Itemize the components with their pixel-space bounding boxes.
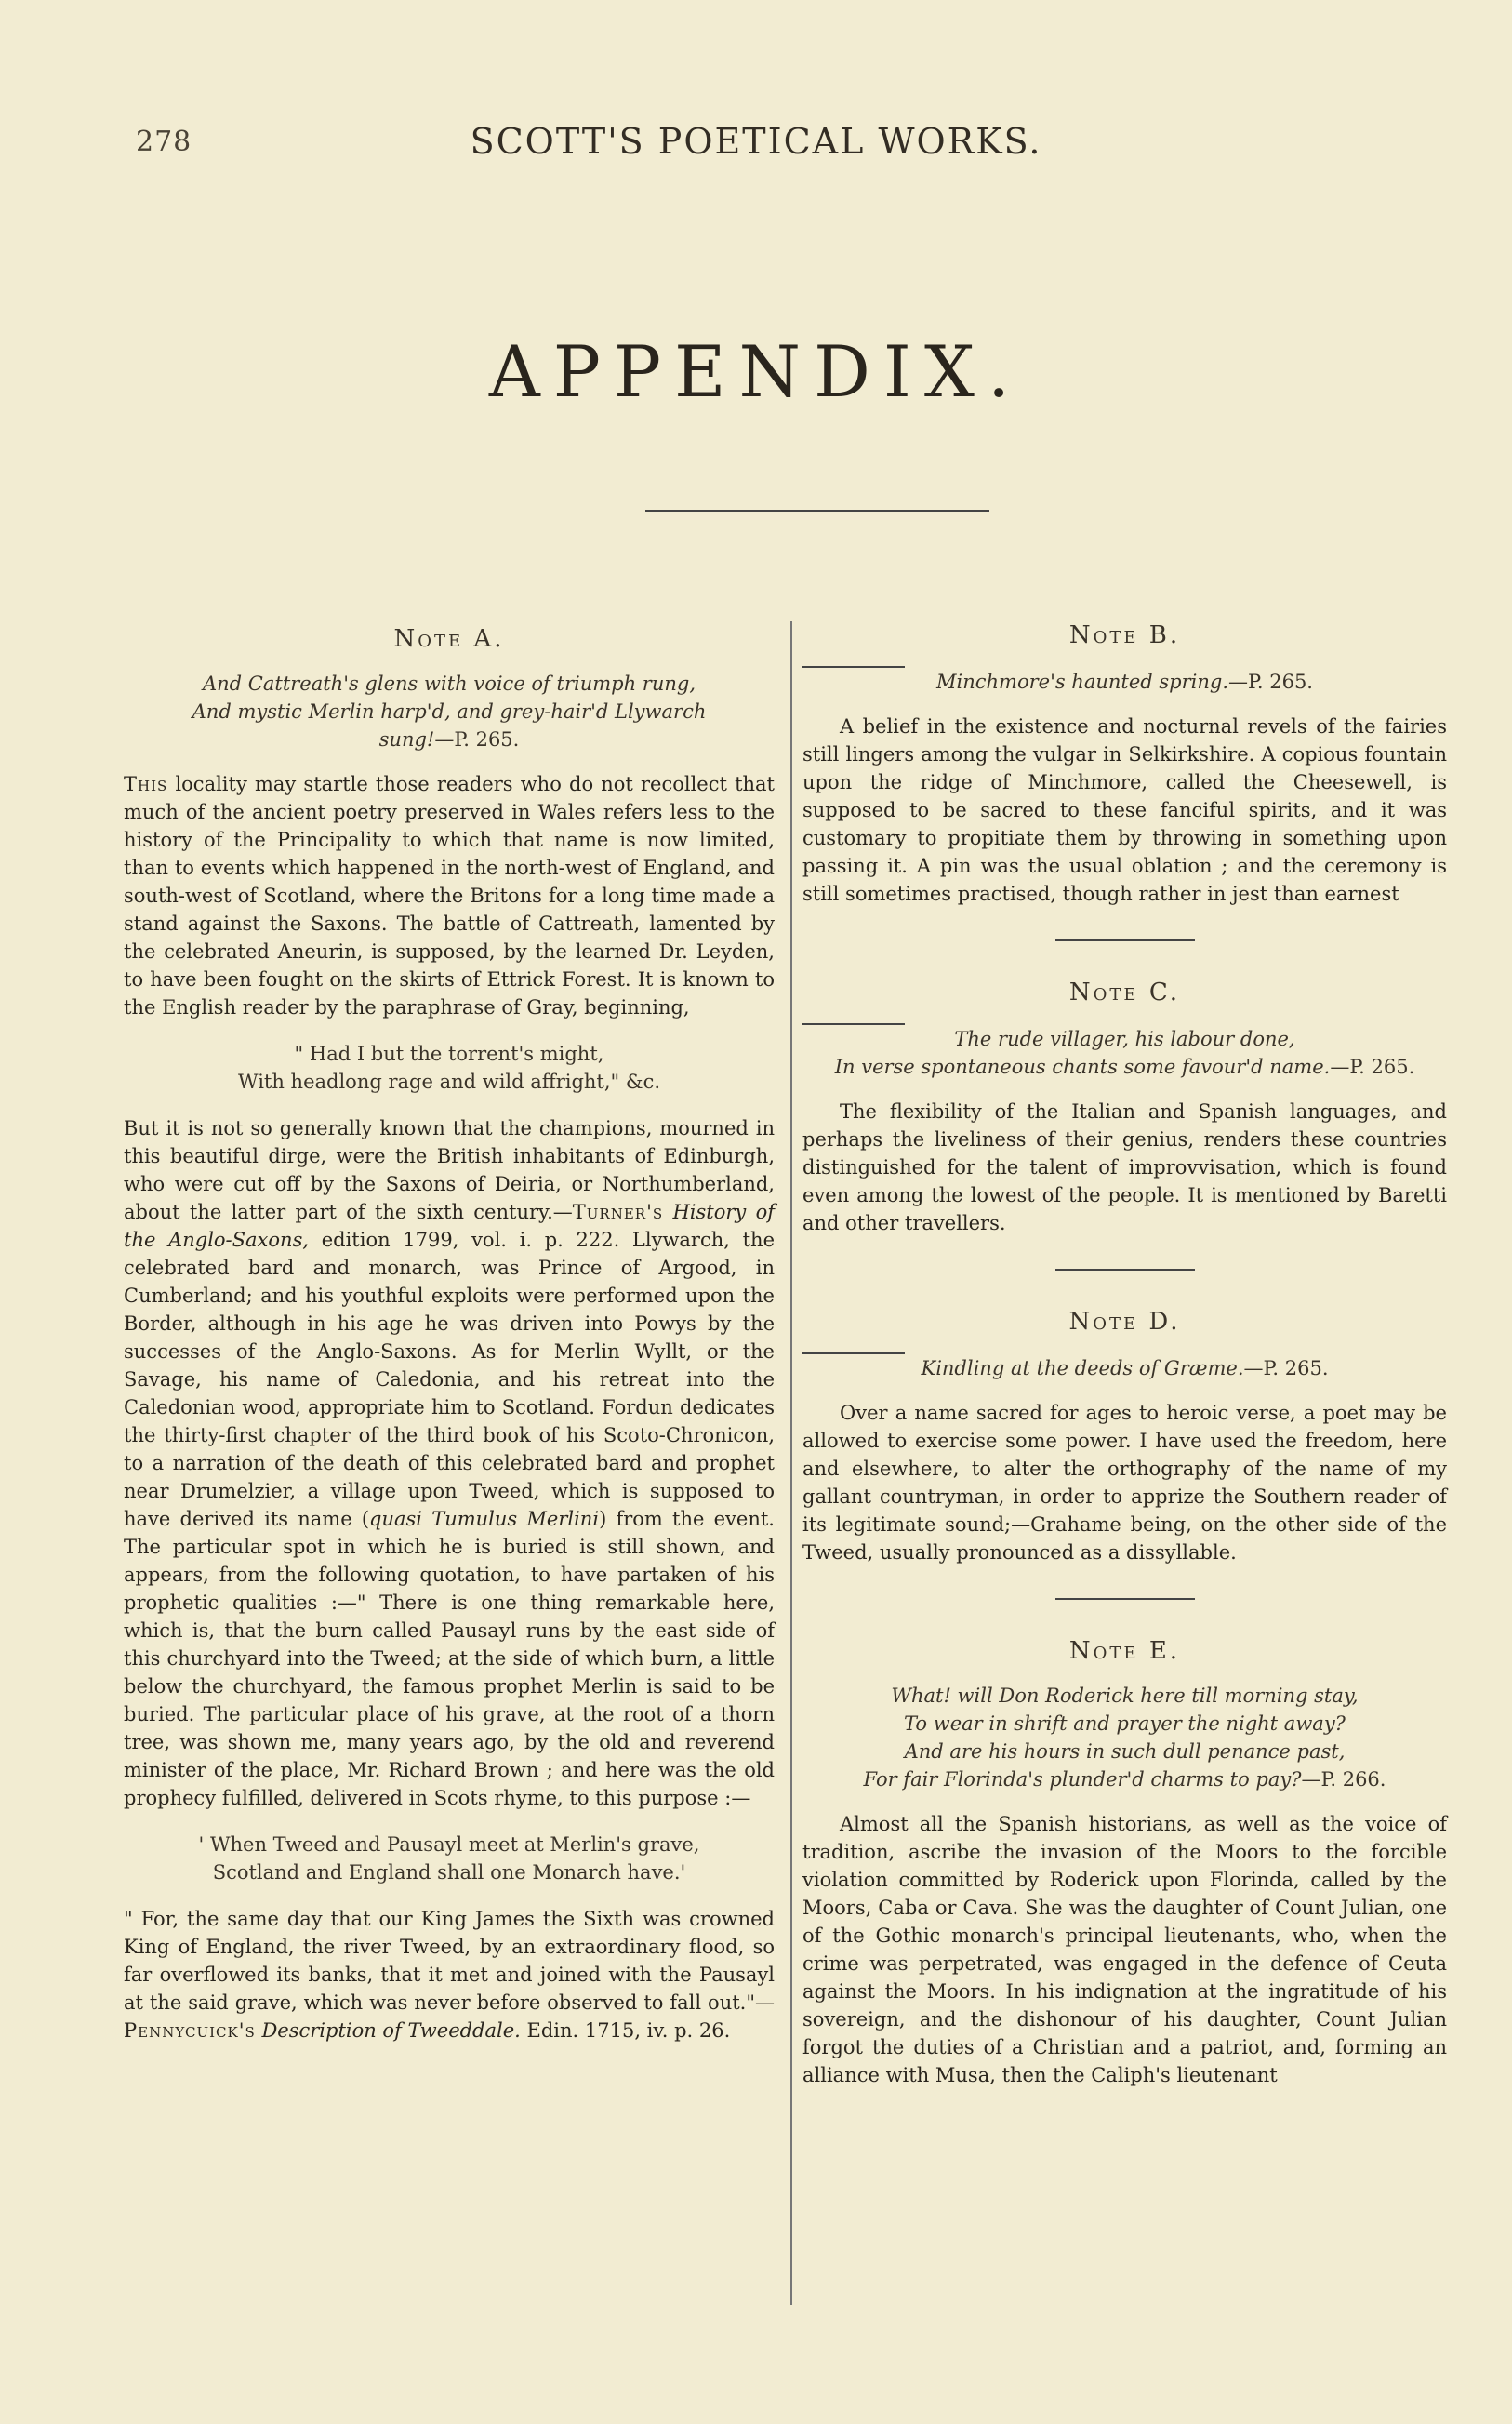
author: Pennycuick's (124, 2019, 256, 2042)
note-b-heading: Note B. (1068, 621, 1181, 649)
gray-quote (124, 1040, 775, 1096)
note-a-para-1 (124, 770, 775, 1021)
verse-line: To wear in shrift and prayer the night away? (904, 1712, 1346, 1735)
section-separator (1055, 939, 1195, 941)
page-number: 278 (136, 126, 192, 158)
para-text: ) from the event. The particular spot in which he is buried is still shown, and appears, from the following quotation, to have partaken of his prophetic qualities :—" There is one thing remarkable here, which is, that the burn called Pausayl runs by the east side of this churchyard into the Tweed; at the side of which burn, a little below the churchyard, the famous prophet Merlin is said to be buried. The particular place of his grave, at the root of a thorn tree, was shown me, many years ago, by the old and reverend minister of the place, Mr. Richard Brown ; and here was the old prophecy fulfilled, delivered in Scots rhyme, to this purpose :— (124, 1508, 775, 1809)
note-c-para: The flexibility of the Italian and Spanish languages, and perhaps the liveliness of their genius, renders these countries distinguished for the talent of improvvisation, which is found even among the lowest of the people. It is mentioned by Baretti and other travellers. (802, 1100, 1447, 1234)
work-title: History of the Anglo-Saxons, (124, 1201, 775, 1251)
note-d-heading: Note D. (1068, 1308, 1181, 1336)
latin-phrase: quasi Tumulus Merlini (369, 1508, 600, 1530)
section-separator (1055, 1598, 1195, 1600)
author: Turner's (572, 1201, 664, 1223)
verse-line (802, 1053, 1447, 1081)
note-a-para-2 (124, 1114, 775, 1812)
title-rule (645, 510, 989, 512)
verse-line: And are his hours in such dull penance past, (904, 1740, 1346, 1763)
section-separator (1055, 1269, 1195, 1271)
running-head: SCOTT'S POETICAL WORKS. (470, 121, 1042, 162)
lead-dash (802, 666, 905, 668)
first-word: This (124, 773, 168, 795)
verse-line: What! will Don Roderick here till morning stay, (891, 1685, 1359, 1707)
verse-line-text: In verse spontaneous chants some favour'd name. (834, 1056, 1331, 1078)
quote-line: " Had I but the torrent's might, (294, 1043, 604, 1065)
note-a-para-3 (124, 1905, 775, 2044)
note-a-heading: Note A. (393, 625, 505, 653)
note-e-verse (802, 1682, 1447, 1793)
note-c-verse (802, 1023, 1447, 1081)
work-title: Description of Tweeddale. (261, 2019, 521, 2042)
note-d-para: Over a name sacred for ages to heroic verse, a poet may be allowed to exercise some power. I have used the freedom, here and elsewhere, to alter the orthography of the name of my gallant countryman, in order to apprize the Southern reader of its legitimate sound;—Grahame being, on the other side of the Tweed, usually pronounced as a dissyllable. (802, 1402, 1447, 1564)
note-e-para: Almost all the Spanish historians, as well as the voice of tradition, ascribe the invasion of the Moors to the forcible violation committed by Roderick upon Florinda, called by the Moors, Caba or Cava. She was the daughter of Count Julian, one of the Gothic monarch's principal lieutenants, who, when the crime was perpetrated, was engaged in the defence of Ceuta against the Moors. In his indignation at the ingratitude of his sovereign, and the dishonour of his daughter, Count Julian forgot the duties of a Christian and a patriot, and, forming an alliance with Musa, then the Caliph's lieutenant (802, 1813, 1447, 2086)
note-b-para: A belief in the existence and nocturnal revels of the fairies still lingers among the vulgar in Selkirkshire. A copious fountain upon the ridge of Minchmore, called the Cheesewell, is supposed to be sacred to these fanciful spirits, and it was customary to propitiate them by throwing in something upon passing it. A pin was the usual oblation ; and the ceremony is still sometimes practised, though rather in jest than earnest (802, 715, 1447, 905)
lead-dash (802, 1352, 905, 1354)
verse-ref: —P. 265. (1330, 1056, 1415, 1078)
verse-line (802, 666, 1447, 696)
page-title: APPENDIX. (488, 330, 1024, 413)
verse-ref: —P. 266. (1301, 1768, 1386, 1791)
note-a-verse (124, 670, 775, 753)
verse-line (802, 1023, 1447, 1053)
prophecy-quote (124, 1831, 775, 1886)
verse-line-text: The rude villager, his labour done, (954, 1028, 1295, 1050)
verse-line (802, 1765, 1447, 1793)
note-e-heading: Note E. (1068, 1637, 1181, 1665)
para-text: edition 1799, vol. i. p. 222. Llywarch, the celebrated bard and monarch, was Prince of Argood, in Cumberland; and his youthful exploits were performed upon the Border, although in his age he was driven into Powys by the successes of the Anglo-Saxons. As for Merlin Wyllt, or the Savage, his name of Caledonia, and his retreat into the Caledonian wood, appropriate him to Scotland. Fordun dedicates the thirty-first chapter of the third book of his Scoto-Chronicon, to a narration of the death of this celebrated bard and prophet near Drumelzier, a village upon Tweed, which is supposed to have derived its name ( (124, 1229, 775, 1530)
verse-line: And mystic Merlin harp'd, and grey-hair'd Llywarch (192, 700, 707, 723)
note-c-heading: Note C. (1068, 979, 1181, 1006)
quote-line: ' When Tweed and Pausayl meet at Merlin's grave, (198, 1833, 700, 1856)
right-column (802, 621, 1447, 2108)
verse-line (124, 726, 775, 753)
para-text: Edin. 1715, iv. p. 26. (520, 2019, 731, 2042)
para-text: locality may startle those readers who do not recollect that much of the ancient poetry preserved in Wales refers less to the history of the Principality to which that name is now limited, than to events which happened in the north-west of England, and south-west of Scotland, where the Britons for a long time made a stand against the Saxons. The battle of Cattreath, lamented by the celebrated Aneurin, is supposed, by the learned Dr. Leyden, to have been fought on the skirts of Ettrick Forest. It is known to the English reader by the paraphrase of Gray, beginning, (124, 773, 775, 1019)
verse-line-text: Kindling at the deeds of Græme. (921, 1357, 1244, 1379)
quote-line: Scotland and England shall one Monarch have.' (212, 1861, 686, 1884)
para-text: But it is not so generally known that the champions, mourned in this beautiful dirge, were the British inhabitants of Edinburgh, who were cut off by the Saxons of Deiria, or Northumberland, about the latter part of the sixth century.— (124, 1117, 775, 1223)
verse-ref: —P. 265. (1228, 671, 1313, 693)
left-column (124, 625, 775, 2063)
column-divider (790, 621, 792, 2305)
verse-line: And Cattreath's glens with voice of triumph rung, (202, 673, 696, 695)
quote-line: With headlong rage and wild affright," &c. (237, 1071, 661, 1093)
verse-line-text: sung! (378, 728, 435, 751)
verse-line-text: For fair Florinda's plunder'd charms to pay? (863, 1768, 1302, 1791)
note-b-verse (802, 666, 1447, 696)
verse-ref: —P. 265. (1243, 1357, 1329, 1379)
verse-ref: —P. 265. (434, 728, 520, 751)
note-d-verse (802, 1352, 1447, 1382)
lead-dash (802, 1023, 905, 1025)
para-text: " For, the same day that our King James the Sixth was crowned King of England, the river Tweed, by an extraordinary flood, so far overflowed its banks, that it met and joined with the Pausayl at the said grave, which was never before observed to fall out."— (124, 1908, 775, 2014)
verse-line-text: Minchmore's haunted spring. (936, 671, 1228, 693)
verse-line (802, 1352, 1447, 1382)
